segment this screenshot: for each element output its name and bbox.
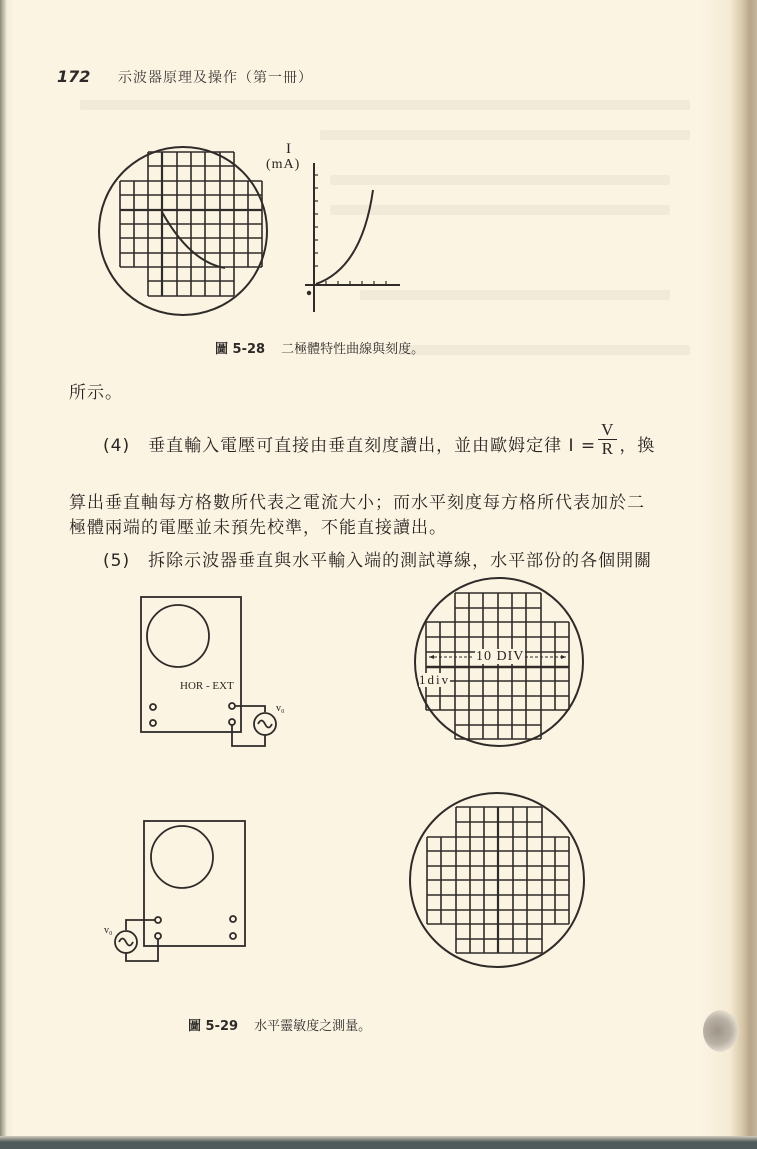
one-div-label: 1div <box>419 672 451 687</box>
source-v0-label-top: v₀ <box>276 703 285 714</box>
paragraph-4-line-2: 算出垂直軸每方格數所代表之電流大小；而水平刻度每方格所代表加於二 <box>69 493 645 513</box>
figure-number: 圖 5-29 <box>188 1019 239 1034</box>
running-title: 示波器原理及操作（第一冊） <box>118 70 313 86</box>
paragraph-5-line-1: (5) 拆除示波器垂直與水平輸入端的測試導線，水平部份的各個開關 <box>103 551 653 571</box>
source-v0-label-bottom: v₀ <box>104 925 113 936</box>
paragraph-4-suffix: ，換 <box>619 436 656 456</box>
y-axis-label-i: I <box>286 141 291 157</box>
page-number: 172 <box>57 67 91 86</box>
figure-5-29-caption <box>188 1015 371 1034</box>
figure-number: 圖 5-28 <box>215 342 266 357</box>
page-bottom-edge <box>0 1136 757 1149</box>
figure-caption-text: 水平靈敏度之測量。 <box>254 1019 372 1034</box>
binding-hole <box>703 1010 739 1052</box>
hor-ext-label: HOR - EXT <box>180 680 234 692</box>
paragraph-4-line-3: 極體兩端的電壓並未預先校準，不能直接讀出。 <box>69 518 447 538</box>
fraction-numerator: V <box>598 421 617 440</box>
ten-div-label: 10 DIV <box>476 649 525 664</box>
fraction-denominator: R <box>601 438 614 458</box>
paragraph-4-text: (4) 垂直輸入電壓可直接由垂直刻度讀出，並由歐姆定律 I = <box>103 436 597 456</box>
paragraph-continuation: 所示。 <box>69 383 123 403</box>
figure-caption-text: 二極體特性曲線與刻度。 <box>281 342 425 357</box>
y-axis-unit-ma: (mA) <box>266 157 301 172</box>
